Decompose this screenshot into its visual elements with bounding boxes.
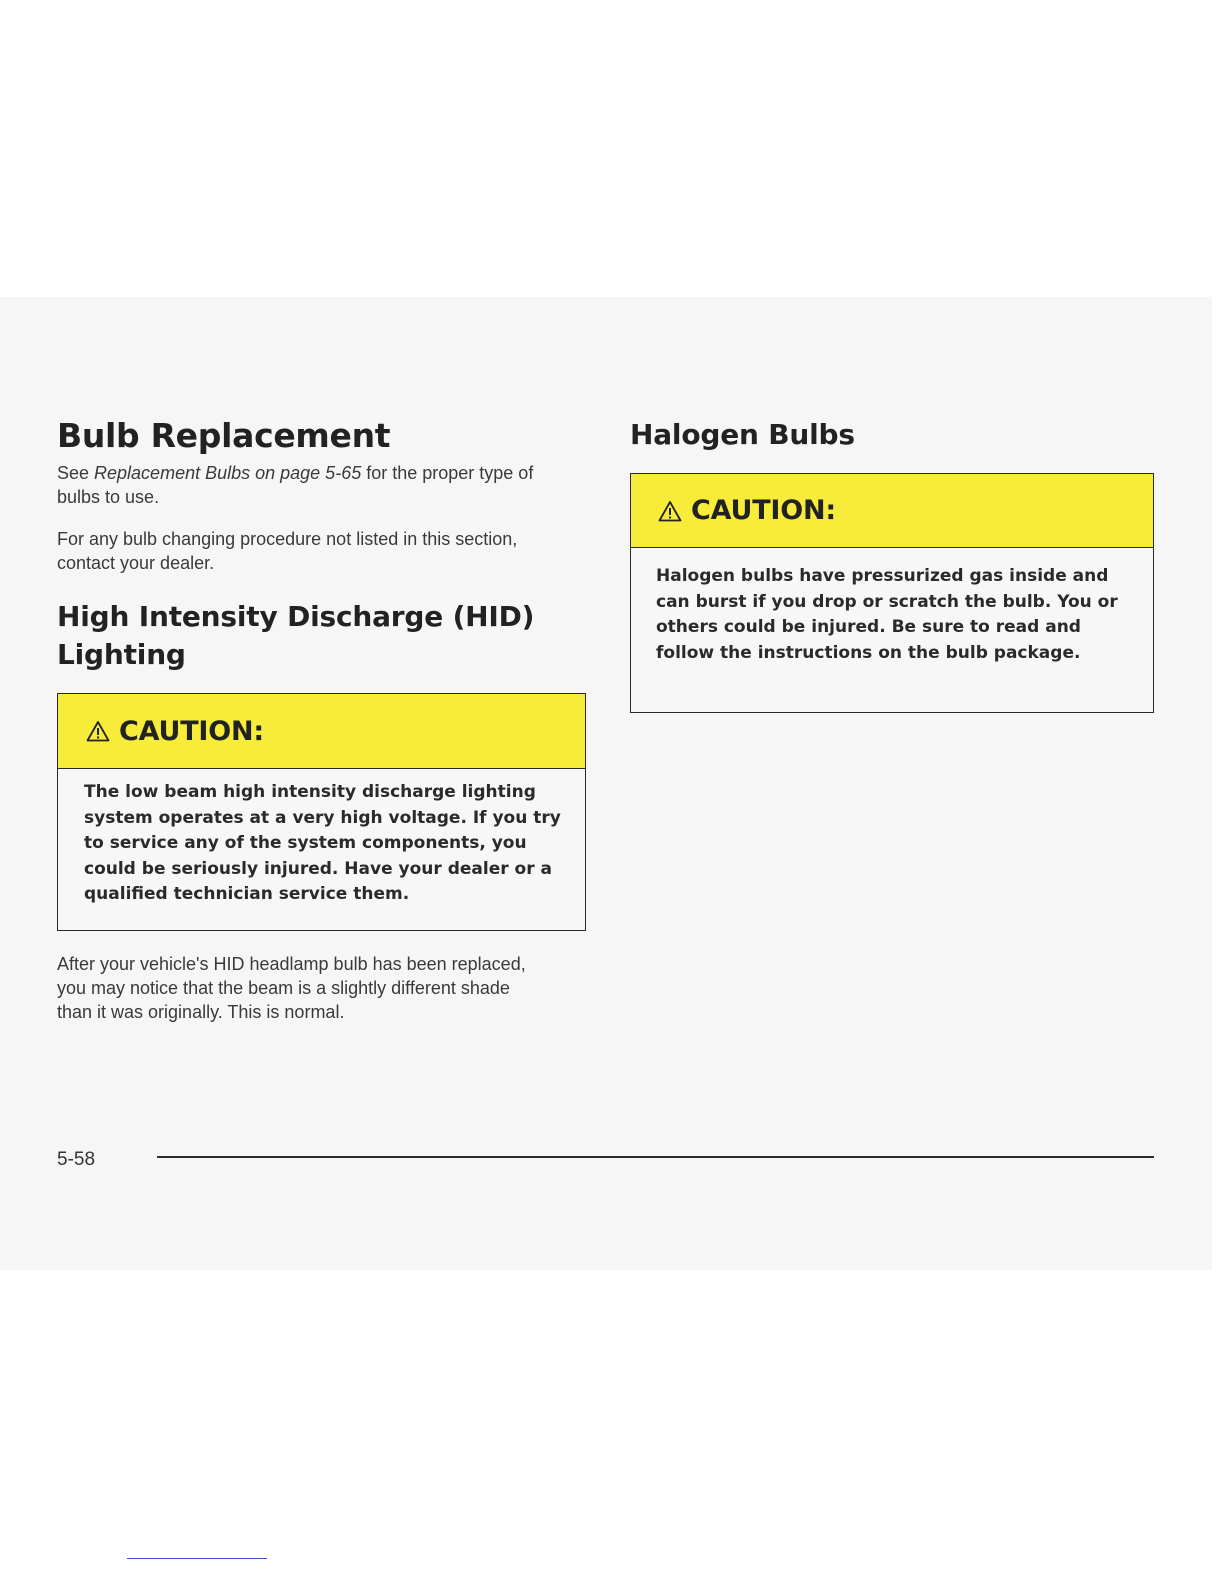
hid-caution-title: CAUTION: (119, 715, 265, 747)
halogen-caution-box (630, 473, 1154, 713)
bulb-replacement-heading: Bulb Replacement (57, 416, 391, 455)
halogen-caution-header (631, 474, 1153, 548)
hid-caution-header (58, 694, 585, 769)
warning-triangle-icon (658, 500, 682, 522)
halogen-bulbs-heading: Halogen Bulbs (630, 418, 855, 451)
halogen-caution-text: Halogen bulbs have pressurized gas inside and can burst if you drop or scratch the bulb. You or others could be injured. Be sure to read and follow the instructions on the bulb package. (656, 566, 1118, 663)
link-underline-decoration (127, 1558, 267, 1559)
halogen-caution-title: CAUTION: (691, 495, 837, 526)
hid-caution-text: The low beam high intensity discharge lighting system operates at a very high voltage. If you try to service any of the system components, you could be seriously injured. Have your dealer or a qualified technician service them. (84, 782, 561, 904)
intro-suffix: for the proper type of bulbs to use. (57, 463, 534, 507)
manual-page (0, 297, 1212, 1270)
intro-prefix: See (57, 463, 95, 483)
hid-beam-shade-note: After your vehicle's HID headlamp bulb has been replaced, you may notice that the beam is a slightly different shade than it was originally. This is normal. (57, 954, 526, 1022)
hid-lighting-heading: High Intensity Discharge (HID) Lighting (57, 600, 535, 671)
page-number: 5-58 (57, 1149, 96, 1170)
hid-caution-box (57, 693, 586, 931)
footer-rule (157, 1156, 1154, 1158)
replacement-bulbs-reference: Replacement Bulbs on page 5-65 (94, 463, 362, 483)
warning-triangle-icon (86, 720, 110, 742)
bulb-replacement-intro (57, 461, 557, 509)
dealer-contact-paragraph: For any bulb changing procedure not listed in this section, contact your dealer. (57, 529, 518, 573)
